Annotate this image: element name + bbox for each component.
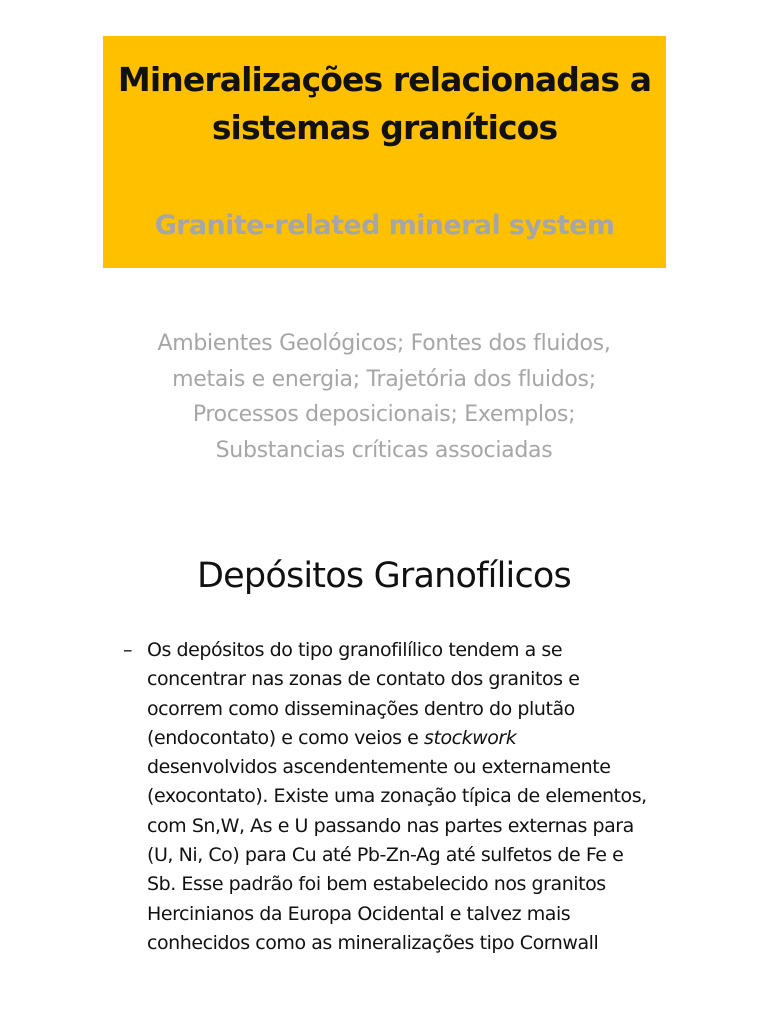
body-paragraph <box>147 636 707 958</box>
paragraph-line: desenvolvidos ascendentemente ou externamente <box>147 756 611 779</box>
topics-line: Processos deposicionais; Exemplos; <box>192 402 576 427</box>
bullet-dash: – <box>123 639 133 661</box>
topics-list <box>100 326 668 468</box>
title-line-1: Mineralizações relacionadas a <box>117 60 652 99</box>
paragraph-line-start: (endocontato) e como veios e <box>147 726 424 749</box>
title-banner <box>103 36 666 268</box>
page-subtitle: Granite-related mineral system <box>154 210 615 241</box>
paragraph-line: conhecidos como as mineralizações tipo Cornwall <box>147 931 599 954</box>
italic-term: stockwork <box>424 726 517 749</box>
paragraph-line: (U, Ni, Co) para Cu até Pb-Zn-Ag até sulfetos de Fe e <box>147 844 624 867</box>
paragraph-line: concentrar nas zonas de contato dos granitos e <box>147 668 580 691</box>
paragraph-line-with-term <box>147 724 707 753</box>
paragraph-line: Hercinianos da Europa Ocidental e talvez mais <box>147 902 571 925</box>
paragraph-line: com Sn,W, As e U passando nas partes externas para <box>147 814 634 837</box>
page-title <box>103 56 666 152</box>
paragraph-line: Os depósitos do tipo granofilílico tendem a se <box>147 639 563 661</box>
paragraph-line: ocorrem como disseminações dentro do plutão <box>147 697 575 720</box>
title-line-2: sistemas graníticos <box>211 108 558 147</box>
paragraph-line: (exocontato). Existe uma zonação típica de elementos, <box>147 785 647 808</box>
topics-line: Substancias críticas associadas <box>215 437 553 463</box>
paragraph-line: Sb. Esse padrão foi bem estabelecido nos granitos <box>147 873 606 896</box>
topics-line: Ambientes Geológicos; Fontes dos fluidos, <box>157 331 611 356</box>
section-heading: Depósitos Granofílicos <box>197 556 571 596</box>
topics-line: metais e energia; Trajetória dos fluidos; <box>172 366 596 392</box>
